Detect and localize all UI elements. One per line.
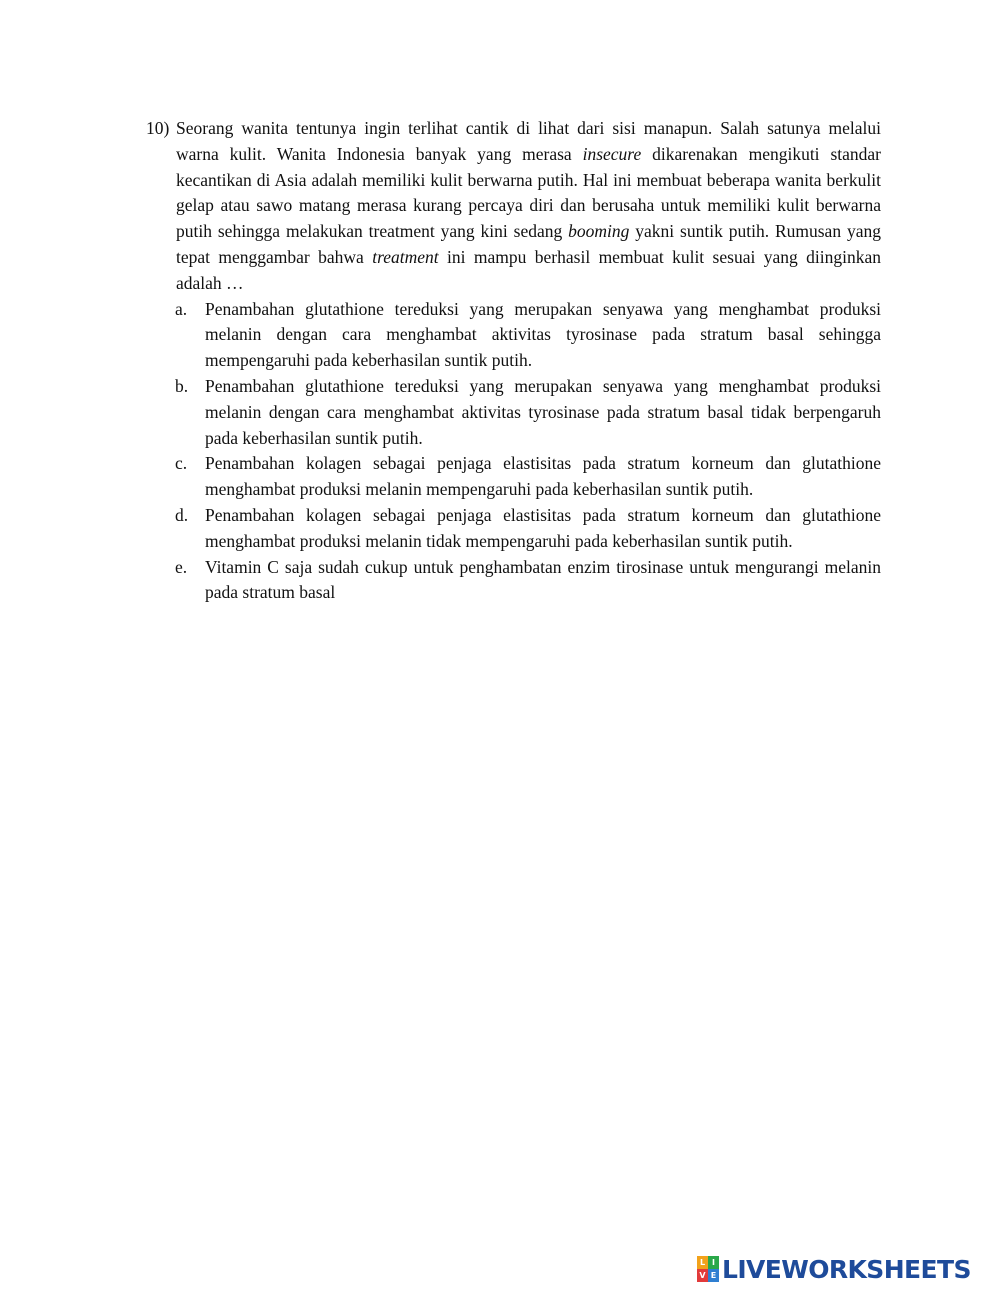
option-letter: b.: [175, 375, 189, 396]
question-number: 10): [146, 118, 170, 138]
option-b[interactable]: [146, 374, 881, 451]
answer-options: [146, 297, 881, 607]
option-text: Penambahan kolagen sebagai penjaga elastisitas pada stratum korneum dan glutathione menghambat produksi melanin mempengaruhi pada keberhasilan suntik putih.: [205, 453, 881, 500]
question-10: [146, 116, 881, 606]
option-text: Penambahan glutathione tereduksi yang merupakan senyawa yang menghambat produksi melanin dengan cara menghambat aktivitas tyrosinase pada stratum basal sehingga mempengaruhi pada keberhasilan suntik putih.: [205, 298, 881, 371]
logo-text: LIVEWORKSHEETS: [722, 1254, 971, 1284]
option-text: Vitamin C saja sudah cukup untuk penghambatan enzim tirosinase untuk mengurangi melanin pada stratum basal: [205, 556, 881, 603]
option-letter: c.: [175, 453, 188, 474]
option-a[interactable]: [146, 297, 881, 374]
option-letter: a.: [175, 298, 188, 319]
logo-block-e: E: [708, 1269, 719, 1282]
option-e[interactable]: [146, 555, 881, 607]
live-blocks-icon: [697, 1256, 719, 1282]
logo-block-l: L: [697, 1256, 708, 1269]
question-text-part-2: dikarenakan mengikuti standar kecantikan di Asia adalah memiliki kulit berwarna putih. Hal ini membuat beberapa wanita berkulit gelap atau sawo matang merasa kurang percaya diri dan berusaha untuk memiliki kulit berwarna putih sehingga melakukan treatment yang kini sedang: [176, 143, 881, 242]
logo-block-i: I: [708, 1256, 719, 1269]
question-text-italic-insecure: insecure: [582, 143, 642, 164]
question-text-part-3: yakni suntik putih. Rumusan yang tepat menggambar bahwa: [176, 221, 881, 267]
option-letter: e.: [175, 556, 188, 577]
question-text-italic-treatment: treatment: [372, 246, 439, 267]
option-letter: d.: [175, 504, 189, 525]
question-text: [176, 116, 881, 297]
option-d[interactable]: [146, 503, 881, 555]
question-text-italic-booming: booming: [568, 221, 630, 242]
option-text: Penambahan glutathione tereduksi yang merupakan senyawa yang menghambat produksi melanin dengan cara menghambat aktivitas tyrosinase pada stratum basal tidak berpengaruh pada keberhasilan suntik putih.: [205, 375, 881, 448]
question-text-part-1: Seorang wanita tentunya ingin terlihat cantik di lihat dari sisi manapun. Salah satunya melalui warna kulit. Wanita Indonesia banyak yang merasa: [176, 118, 881, 164]
logo-block-v: V: [697, 1269, 708, 1282]
option-c[interactable]: [146, 451, 881, 503]
liveworksheets-logo[interactable]: [697, 1254, 971, 1284]
option-text: Penambahan kolagen sebagai penjaga elastisitas pada stratum korneum dan glutathione menghambat produksi melanin tidak mempengaruhi pada keberhasilan suntik putih.: [205, 504, 881, 551]
question-text-part-4: ini mampu berhasil membuat kulit sesuai yang diinginkan adalah …: [176, 246, 881, 293]
